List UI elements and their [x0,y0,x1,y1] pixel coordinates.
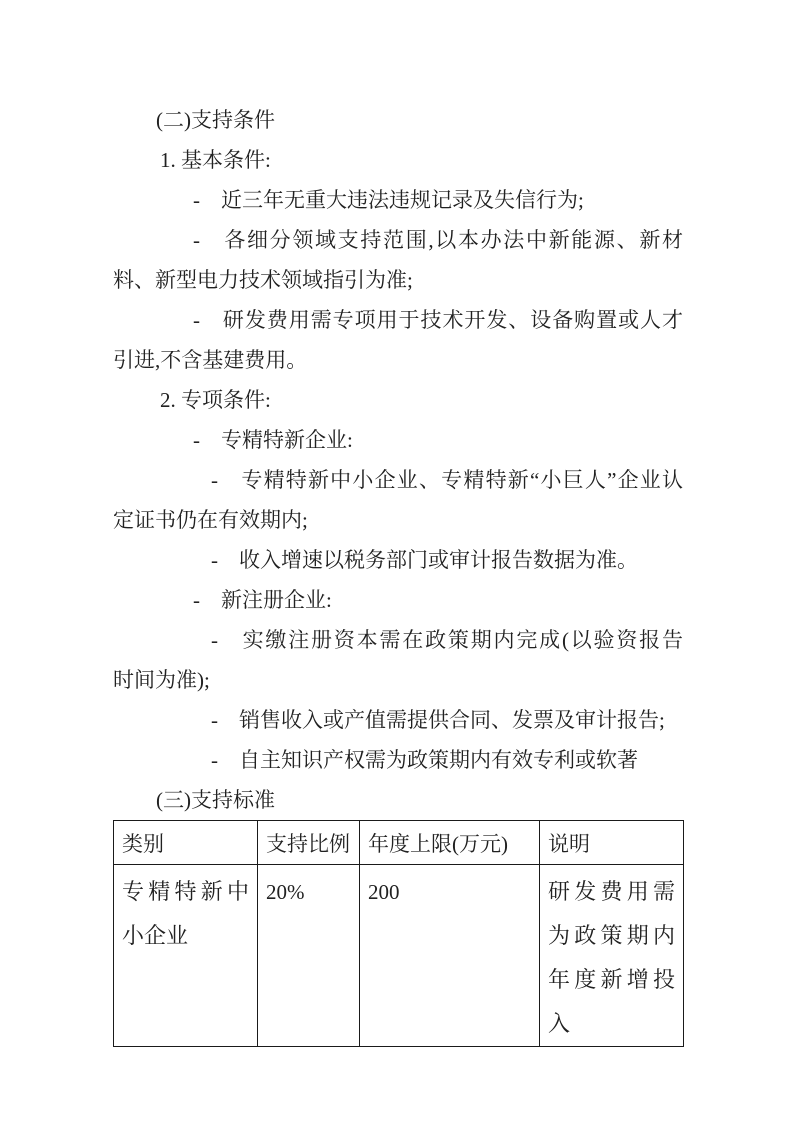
table-header-annual-cap: 年度上限(万元) [360,821,540,865]
bullet-line: - 研发费用需专项用于技术开发、设备购置或人才 [193,308,683,332]
table-header-support-ratio: 支持比例 [258,821,360,865]
sub-bullet-line: - 自主知识产权需为政策期内有效专利或软著 [211,748,638,772]
table-cell-category: 专精特新中小企业 [114,865,258,1047]
table-header-note: 说明 [540,821,684,865]
sub-bullet-line: - 专精特新中小企业、专精特新“小巨人”企业认 [211,468,683,492]
section-heading-support-standards: (三)支持标准 [156,788,275,812]
table-header-row [114,821,684,865]
sub-bullet-line: - 销售收入或产值需提供合同、发票及审计报告; [211,708,665,732]
continuation-line: 引进,不含基建费用。 [113,348,308,372]
numbered-item-special-conditions: 2. 专项条件: [160,388,271,412]
sub-bullet-line: - 收入增速以税务部门或审计报告数据为准。 [211,548,638,572]
table-row [114,865,684,1047]
section-heading-support-conditions: (二)支持条件 [156,108,275,132]
bullet-line: - 近三年无重大违法违规记录及失信行为; [193,188,584,212]
table-cell-annual-cap: 200 [360,865,540,1047]
bullet-line: - 各细分领域支持范围,以本办法中新能源、新材 [193,228,683,252]
continuation-line: 料、新型电力技术领域指引为准; [113,268,413,292]
numbered-item-basic-conditions: 1. 基本条件: [160,148,271,172]
document-content [113,0,683,1047]
bullet-line: - 专精特新企业: [193,428,353,452]
table-cell-note: 研发费用需为政策期内年度新增投入 [540,865,684,1047]
continuation-line: 时间为准); [113,668,210,692]
table-header-category: 类别 [114,821,258,865]
sub-bullet-line: - 实缴注册资本需在政策期内完成(以验资报告 [211,628,683,652]
table-cell-support-ratio: 20% [258,865,360,1047]
support-standards-table [113,820,684,1047]
continuation-line: 定证书仍在有效期内; [113,508,308,532]
bullet-line: - 新注册企业: [193,588,332,612]
